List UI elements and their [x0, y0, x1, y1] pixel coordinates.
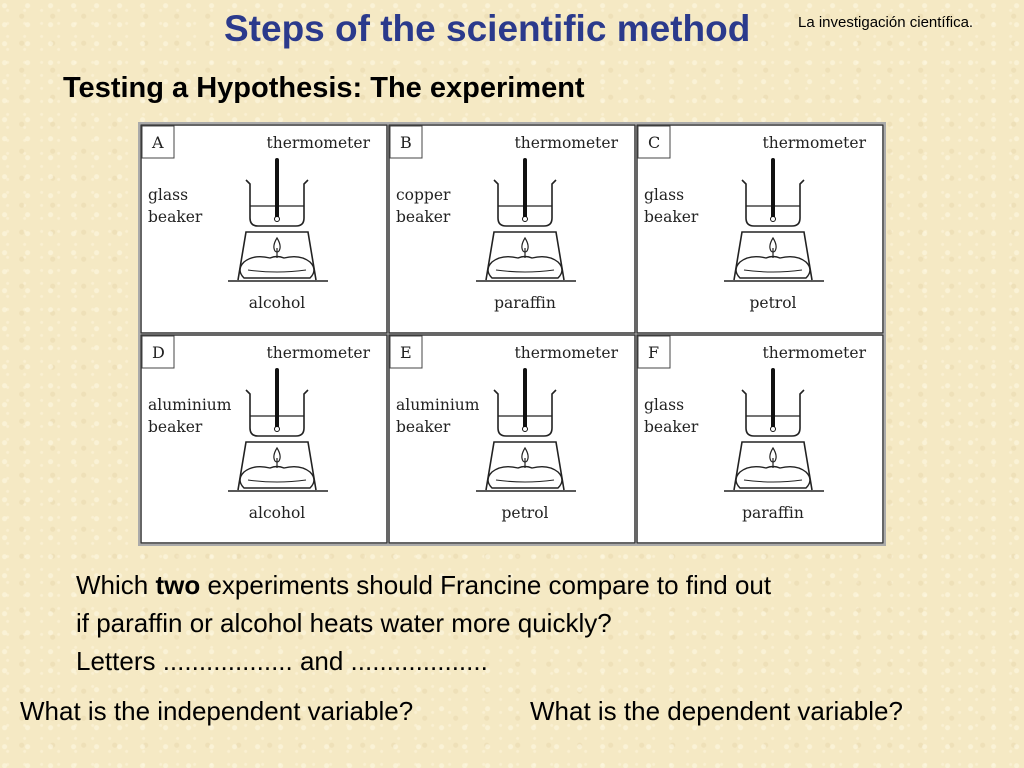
question-line-1 — [76, 566, 771, 604]
burner-rim — [496, 480, 554, 482]
thermometer-bulb — [771, 427, 776, 432]
beaker-label: beaker — [396, 418, 451, 436]
thermometer-bulb — [275, 427, 280, 432]
beaker-material-label: glass — [644, 396, 685, 414]
burner-rim — [496, 270, 554, 272]
spanish-subtitle: La investigación científica. — [798, 14, 974, 31]
thermometer-label: thermometer — [514, 344, 618, 362]
burner — [736, 257, 810, 279]
beaker-material-label: copper — [396, 186, 451, 204]
burner — [488, 257, 562, 279]
beaker-label: beaker — [148, 208, 203, 226]
experiment-letter: C — [648, 133, 661, 152]
experiment-letter: A — [152, 133, 164, 152]
beaker-label: beaker — [148, 418, 203, 436]
experiment-cell — [141, 125, 387, 333]
experiment-letter: B — [400, 133, 412, 152]
thermometer-bulb — [523, 427, 528, 432]
thermometer-label: thermometer — [266, 344, 370, 362]
question-emphasis: two — [155, 570, 201, 600]
thermometer-label: thermometer — [266, 134, 370, 152]
beaker-label: beaker — [644, 208, 699, 226]
experiment-cell — [637, 125, 883, 333]
experiment-cell — [389, 335, 635, 543]
question-line-3: Letters .................. and ................... — [76, 646, 488, 676]
burner-rim — [744, 270, 802, 272]
question-text: experiments should Francine compare to find out — [200, 570, 772, 600]
page-title: Steps of the scientific method — [224, 8, 751, 49]
beaker-material-label: glass — [644, 186, 685, 204]
beaker-material-label: glass — [148, 186, 189, 204]
fuel-label: alcohol — [248, 504, 306, 522]
burner-rim — [248, 270, 306, 272]
thermometer-label: thermometer — [762, 134, 866, 152]
experiment-cell — [389, 125, 635, 333]
experiment-cell — [637, 335, 883, 543]
burner-rim — [744, 480, 802, 482]
thermometer-label: thermometer — [514, 134, 618, 152]
fuel-label: alcohol — [248, 294, 306, 312]
burner — [736, 467, 810, 489]
experiment-cell — [141, 335, 387, 543]
question-text: Which — [76, 570, 156, 600]
beaker-label: beaker — [396, 208, 451, 226]
fuel-label: paraffin — [742, 504, 804, 522]
beaker-label: beaker — [644, 418, 699, 436]
dependent-variable-question: What is the dependent variable? — [530, 696, 903, 726]
burner — [240, 467, 314, 489]
burner — [488, 467, 562, 489]
burner — [240, 257, 314, 279]
experiment-diagram — [140, 124, 884, 544]
fuel-label: petrol — [749, 294, 797, 312]
burner-rim — [248, 480, 306, 482]
fuel-label: paraffin — [494, 294, 556, 312]
beaker-material-label: aluminium — [396, 396, 480, 414]
question-block — [76, 566, 771, 680]
thermometer-bulb — [771, 217, 776, 222]
thermometer-bulb — [523, 217, 528, 222]
beaker-material-label: aluminium — [148, 396, 232, 414]
experiment-letter: D — [152, 343, 165, 362]
independent-variable-question: What is the independent variable? — [20, 696, 414, 726]
thermometer-bulb — [275, 217, 280, 222]
experiment-letter: F — [648, 343, 660, 362]
fuel-label: petrol — [501, 504, 549, 522]
question-line-2: if paraffin or alcohol heats water more quickly? — [76, 608, 612, 638]
experiment-figure — [138, 122, 886, 546]
experiment-letter: E — [400, 343, 412, 362]
thermometer-label: thermometer — [762, 344, 866, 362]
section-title: Testing a Hypothesis: The experiment — [63, 72, 585, 104]
